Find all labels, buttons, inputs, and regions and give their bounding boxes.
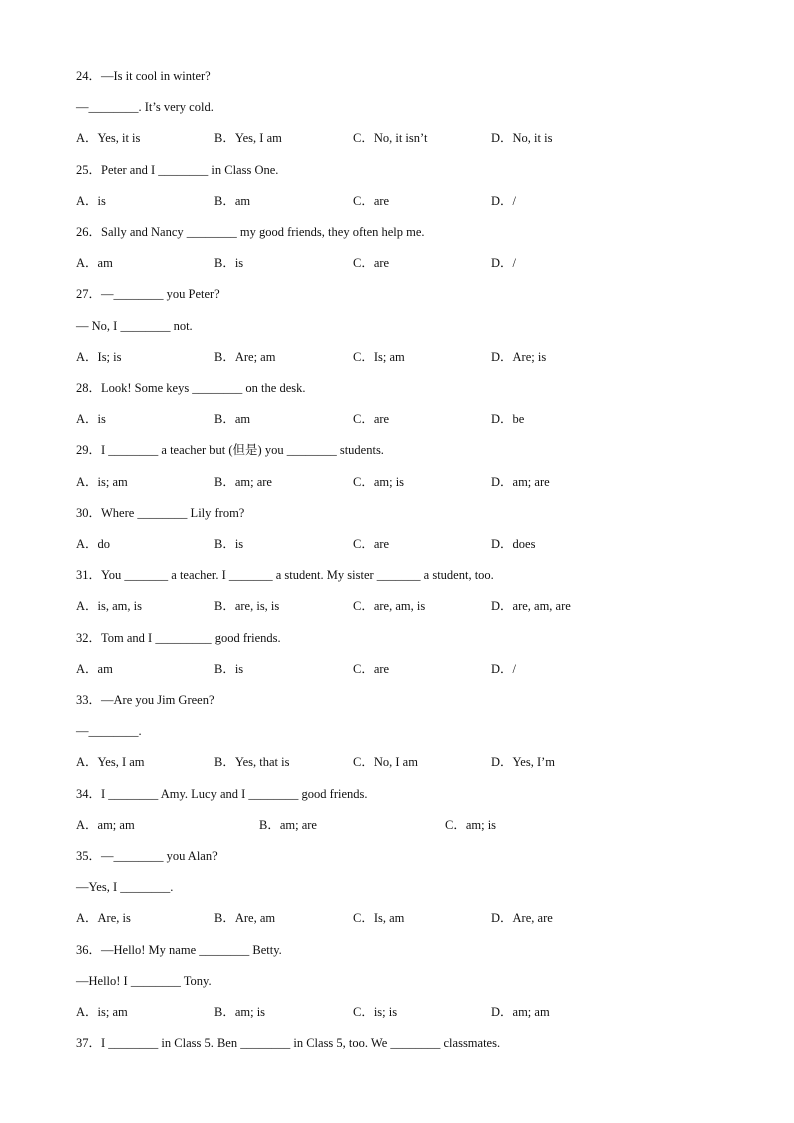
answer-option: C．are, am, is <box>353 599 426 614</box>
question-stem: 24．—Is it cool in winter? <box>76 69 211 83</box>
answer-option: C．am; is <box>353 474 405 489</box>
question-stem: 32．Tom and I _________ good friends. <box>76 630 281 645</box>
question-stem: 25．Peter and I ________ in Class One. <box>76 162 279 177</box>
question-stem: 31．You _______ a teacher. I _______ a student. My sister _______ a student, too. <box>76 568 494 583</box>
answer-option: A．am <box>76 661 113 676</box>
answer-option: A．is <box>76 193 106 208</box>
answer-option: B．Yes, I am <box>214 131 282 146</box>
answer-option: D．Are, are <box>491 911 553 926</box>
answer-line: —Yes, I ________. <box>76 880 174 895</box>
question-stem: 36．—Hello! My name ________ Betty. <box>76 942 282 957</box>
answer-option: A．is; am <box>76 474 128 489</box>
answer-option: A．am; am <box>76 817 135 832</box>
question-stem: 28．Look! Some keys ________ on the desk. <box>76 381 306 395</box>
answer-option: B．am; is <box>214 1005 266 1019</box>
answer-option: D．Are; is <box>491 349 547 364</box>
answer-option: B．is <box>214 256 244 271</box>
answer-option: C．is; is <box>353 1005 398 1019</box>
answer-option: D．be <box>491 412 525 427</box>
answer-option: D．am; am <box>491 1005 550 1019</box>
answer-option: C．are <box>353 256 390 271</box>
answer-option: A．is <box>76 412 106 427</box>
answer-line: —________. It’s very cold. <box>76 100 214 115</box>
answer-option: D．am; are <box>491 474 550 489</box>
answer-option: D．No, it is <box>491 131 553 146</box>
question-stem: 26．Sally and Nancy ________ my good friends, they often help me. <box>76 225 425 239</box>
answer-option: B．Are; am <box>214 349 276 364</box>
answer-option: A．am <box>76 256 113 271</box>
answer-option: D．does <box>491 537 536 551</box>
answer-option: D．are, am, are <box>491 599 571 614</box>
answer-option: A．Are, is <box>76 911 131 926</box>
question-stem: 37．I ________ in Class 5. Ben ________ in Class 5, too. We ________ classmates. <box>76 1036 501 1051</box>
question-stem: 34．I ________ Amy. Lucy and I ________ good friends. <box>76 786 368 801</box>
answer-option: C．are <box>353 537 390 551</box>
answer-option: A．do <box>76 537 111 551</box>
answer-option: B．are, is, is <box>214 599 280 614</box>
answer-line: —________. <box>76 724 142 739</box>
question-stem: 29．I ________ a teacher but (但是) you ________ students. <box>76 443 384 458</box>
question-stem: 33．—Are you Jim Green? <box>76 693 215 707</box>
answer-option: C．Is, am <box>353 911 405 926</box>
answer-option: C．are <box>353 193 390 208</box>
answer-option: B．Are, am <box>214 911 276 926</box>
answer-option: B．am; are <box>259 817 317 832</box>
answer-option: A．is, am, is <box>76 599 142 614</box>
answer-option: A．Yes, it is <box>76 131 141 146</box>
answer-option: D．/ <box>491 256 517 271</box>
answer-option: A．is; am <box>76 1005 128 1019</box>
answer-option: C．No, I am <box>353 755 418 770</box>
answer-option: C．am; is <box>445 817 497 832</box>
answer-option: A．Is; is <box>76 349 122 364</box>
answer-option: C．are <box>353 412 390 427</box>
answer-option: B．am; are <box>214 474 272 489</box>
answer-option: C．Is; am <box>353 349 405 364</box>
answer-option: D．/ <box>491 661 517 676</box>
answer-option: C．No, it isn’t <box>353 131 428 146</box>
question-stem: 27．—________ you Peter? <box>76 287 220 302</box>
question-stem: 30．Where ________ Lily from? <box>76 505 245 520</box>
answer-option: B．is <box>214 661 244 676</box>
answer-option: D．Yes, I’m <box>491 755 556 770</box>
answer-line: — No, I ________ not. <box>76 318 193 333</box>
answer-option: B．am <box>214 193 251 208</box>
answer-option: C．are <box>353 661 390 676</box>
answer-option: A．Yes, I am <box>76 755 145 770</box>
answer-option: B．is <box>214 537 244 551</box>
answer-option: B．Yes, that is <box>214 755 290 770</box>
answer-option: D．/ <box>491 193 517 208</box>
question-stem: 35．—________ you Alan? <box>76 849 218 863</box>
answer-option: B．am <box>214 412 251 427</box>
answer-line: —Hello! I ________ Tony. <box>76 973 212 988</box>
